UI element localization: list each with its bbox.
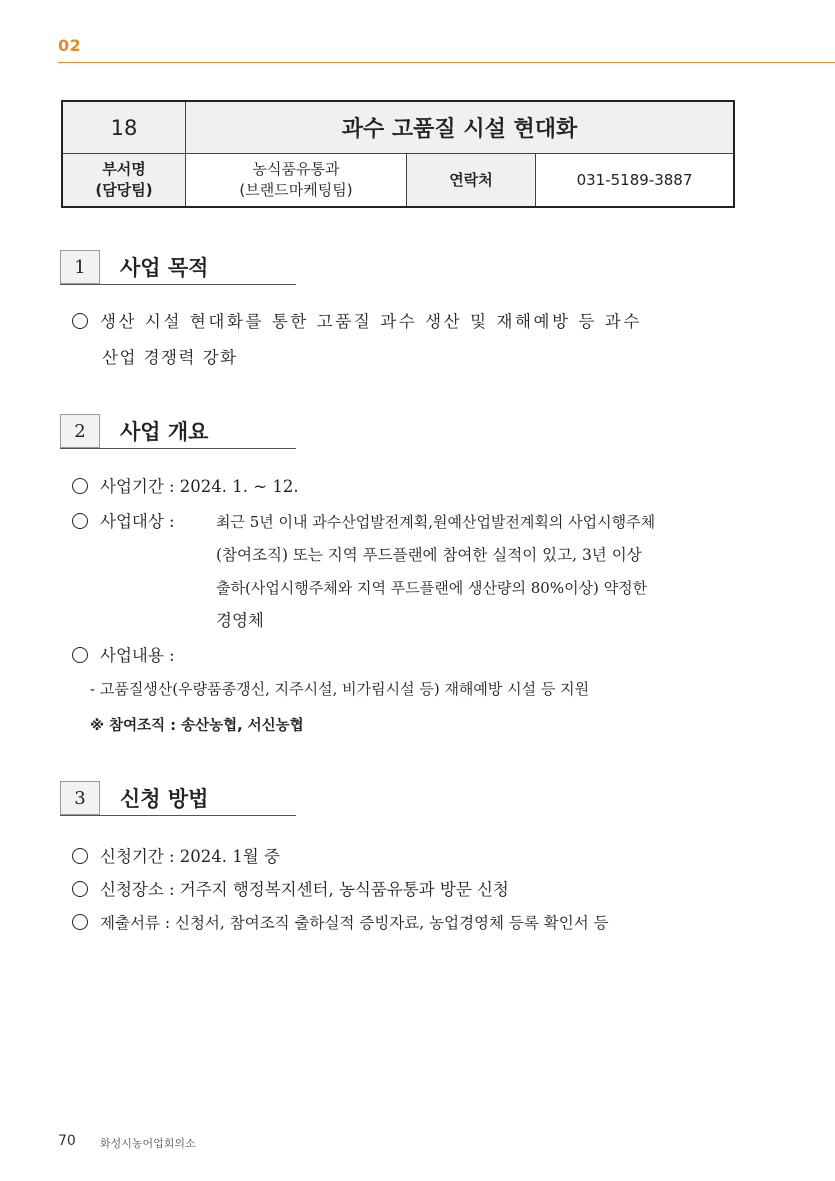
bullet-item: 제출서류 : 신청서, 참여조직 출하실적 증빙자료, 농업경영체 등록 확인서 등 bbox=[72, 911, 609, 935]
contact-label: 연락처 bbox=[407, 154, 536, 208]
participant-note: ※ 참여조직 : 송산농협, 서신농협 bbox=[90, 718, 304, 734]
bullet-item: 신청장소 : 거주지 행정복지센터, 농식품유통과 방문 신청 bbox=[72, 878, 509, 902]
section-title: 사업 개요 bbox=[120, 420, 209, 444]
section-number: 3 bbox=[60, 781, 100, 815]
section-number: 2 bbox=[60, 414, 100, 448]
project-title: 과수 고품질 시설 현대화 bbox=[186, 101, 735, 154]
target-line: (참여조직) 또는 지역 푸드플랜에 참여한 실적이 있고, 3년 이상 bbox=[216, 546, 642, 564]
bullet-item: 사업대상 : bbox=[72, 510, 175, 534]
bullet-item: 신청기간 : 2024. 1월 중 bbox=[72, 845, 280, 869]
circle-bullet-icon bbox=[72, 647, 88, 663]
section-title: 사업 목적 bbox=[120, 256, 209, 280]
project-number: 18 bbox=[62, 101, 186, 154]
circle-bullet-icon bbox=[72, 848, 88, 864]
section-underline bbox=[60, 448, 296, 449]
bullet-item: 생산 시설 현대화를 통한 고품질 과수 생산 및 재해예방 등 과수 bbox=[72, 310, 642, 334]
contact-value: 031-5189-3887 bbox=[536, 154, 735, 208]
bullet-item: 사업내용 : bbox=[72, 644, 175, 668]
page-number: 70 bbox=[58, 1133, 76, 1149]
section-underline bbox=[60, 815, 296, 816]
section-heading bbox=[60, 250, 296, 286]
footer-organization: 화성시농어업회의소 bbox=[100, 1137, 196, 1150]
chapter-number: 02 bbox=[58, 36, 82, 55]
header-rule bbox=[58, 62, 835, 63]
circle-bullet-icon bbox=[72, 478, 88, 494]
section-number: 1 bbox=[60, 250, 100, 284]
bullet-continuation: 산업 경쟁력 강화 bbox=[102, 348, 238, 367]
target-line: 최근 5년 이내 과수산업발전계획,원예산업발전계획의 사업시행주체 bbox=[216, 513, 656, 531]
circle-bullet-icon bbox=[72, 513, 88, 529]
section-title: 신청 방법 bbox=[120, 787, 209, 811]
target-line: 경영체 bbox=[216, 611, 264, 630]
circle-bullet-icon bbox=[72, 313, 88, 329]
section-heading bbox=[60, 781, 296, 817]
department-label: 부서명 (담당팀) bbox=[62, 154, 186, 208]
target-line: 출하(사업시행주체와 지역 푸드플랜에 생산량의 80%이상) 약정한 bbox=[216, 579, 648, 597]
department-value: 농식품유통과 (브랜드마케팅팀) bbox=[186, 154, 407, 208]
bullet-item: 사업기간 : 2024. 1. ~ 12. bbox=[72, 475, 299, 499]
circle-bullet-icon bbox=[72, 914, 88, 930]
project-info-table bbox=[61, 100, 735, 208]
circle-bullet-icon bbox=[72, 881, 88, 897]
section-underline bbox=[60, 284, 296, 285]
section-heading bbox=[60, 414, 296, 450]
content-item: - 고품질생산(우량품종갱신, 지주시설, 비가림시설 등) 재해예방 시설 등 지원 bbox=[90, 680, 590, 698]
